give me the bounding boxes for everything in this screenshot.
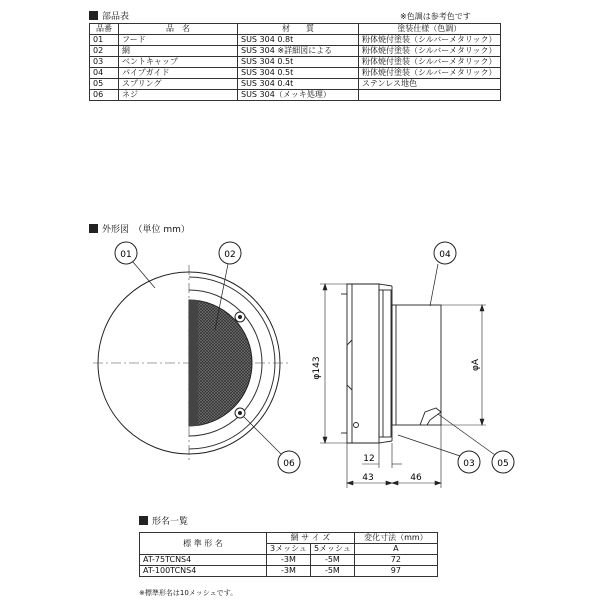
part-name: スプリング <box>119 79 238 90</box>
header-model-name: 標 準 形 名 <box>140 533 267 555</box>
model-footnote: ※標準形名は10メッシュです。 <box>139 589 238 597</box>
models-title-text: 形名一覧 <box>152 517 189 527</box>
dim-43-label: 43 <box>362 473 374 483</box>
dim-143-label: φ143 <box>312 356 322 380</box>
model-table <box>139 532 438 577</box>
dim-dia-143 <box>320 284 347 443</box>
part-material: SUS 304 0.5t <box>238 68 359 79</box>
label-04: 04 <box>439 250 451 260</box>
square-bullet-icon <box>139 516 148 525</box>
model-a: 97 <box>354 566 437 577</box>
model-a: 72 <box>354 555 437 566</box>
front-view <box>93 265 290 462</box>
model-header-row <box>140 533 438 544</box>
model-mesh5: -5M <box>310 566 354 577</box>
header-material: 材 質 <box>238 24 359 35</box>
label-02: 02 <box>224 250 236 260</box>
models-section-title <box>139 514 188 527</box>
part-name: ネジ <box>119 90 238 101</box>
part-finish: 粉体焼付塗装（シルバーメタリック） <box>359 46 501 57</box>
part-finish: 粉体焼付塗装（シルバーメタリック） <box>359 68 501 79</box>
header-finish: 塗装仕様（色調） <box>359 24 501 35</box>
model-name: AT-100TCNS4 <box>140 566 267 577</box>
leader-01 <box>115 242 155 288</box>
model-name: AT-75TCNS4 <box>140 555 267 566</box>
leader-06 <box>244 417 300 473</box>
part-material: SUS 304 0.5t <box>238 57 359 68</box>
label-06: 06 <box>283 459 295 469</box>
part-finish: 粉体焼付塗装（シルバーメタリック） <box>359 35 501 46</box>
label-03: 03 <box>463 459 475 469</box>
part-no: 06 <box>90 90 119 101</box>
part-no: 01 <box>90 35 119 46</box>
part-material: SUS 304 0.4t <box>238 79 359 90</box>
header-a: A <box>354 544 437 555</box>
part-material: SUS 304 0.8t <box>238 35 359 46</box>
table-row <box>140 555 438 566</box>
table-row <box>140 566 438 577</box>
part-material: SUS 304 ※詳細図による <box>238 46 359 57</box>
parts-title-text: 部品表 <box>102 12 130 22</box>
screw-top-center <box>238 315 242 319</box>
leader-04 <box>430 242 456 306</box>
header-mesh5: 5メッシュ <box>310 544 354 555</box>
screw-bottom-center <box>238 411 242 415</box>
part-name: 網 <box>119 46 238 57</box>
part-finish: 粉体焼付塗装（シルバーメタリック） <box>359 57 501 68</box>
part-name: フード <box>119 35 238 46</box>
header-part-no: 品番 <box>90 24 119 35</box>
drawing-title-text: 外形図 （単位 mm） <box>102 225 190 235</box>
label-01: 01 <box>120 250 132 260</box>
part-material: SUS 304（メッキ処理） <box>238 90 359 101</box>
model-mesh3: -3M <box>267 566 311 577</box>
header-mesh3: 3メッシュ <box>267 544 311 555</box>
leader-03 <box>398 435 480 473</box>
dim-a-label: φA <box>471 358 481 372</box>
part-no: 02 <box>90 46 119 57</box>
part-name: ベントキャップ <box>119 57 238 68</box>
dim-43-46 <box>347 425 441 488</box>
part-name: パイプガイド <box>119 68 238 79</box>
part-no: 04 <box>90 68 119 79</box>
header-mesh-size: 網 サ イ ズ <box>267 533 355 544</box>
model-mesh5: -5M <box>310 555 354 566</box>
model-mesh3: -3M <box>267 555 311 566</box>
part-no: 03 <box>90 57 119 68</box>
dim-46-label: 46 <box>410 473 422 483</box>
color-note: ※色調は参考色です <box>400 12 471 21</box>
header-dim: 変化寸法（mm） <box>354 533 437 544</box>
header-part-name: 品 名 <box>119 24 238 35</box>
part-finish: ステンレス地色 <box>359 79 501 90</box>
dim-12-label: 12 <box>363 454 375 464</box>
label-05: 05 <box>497 459 509 469</box>
part-no: 05 <box>90 79 119 90</box>
side-view <box>341 284 441 443</box>
